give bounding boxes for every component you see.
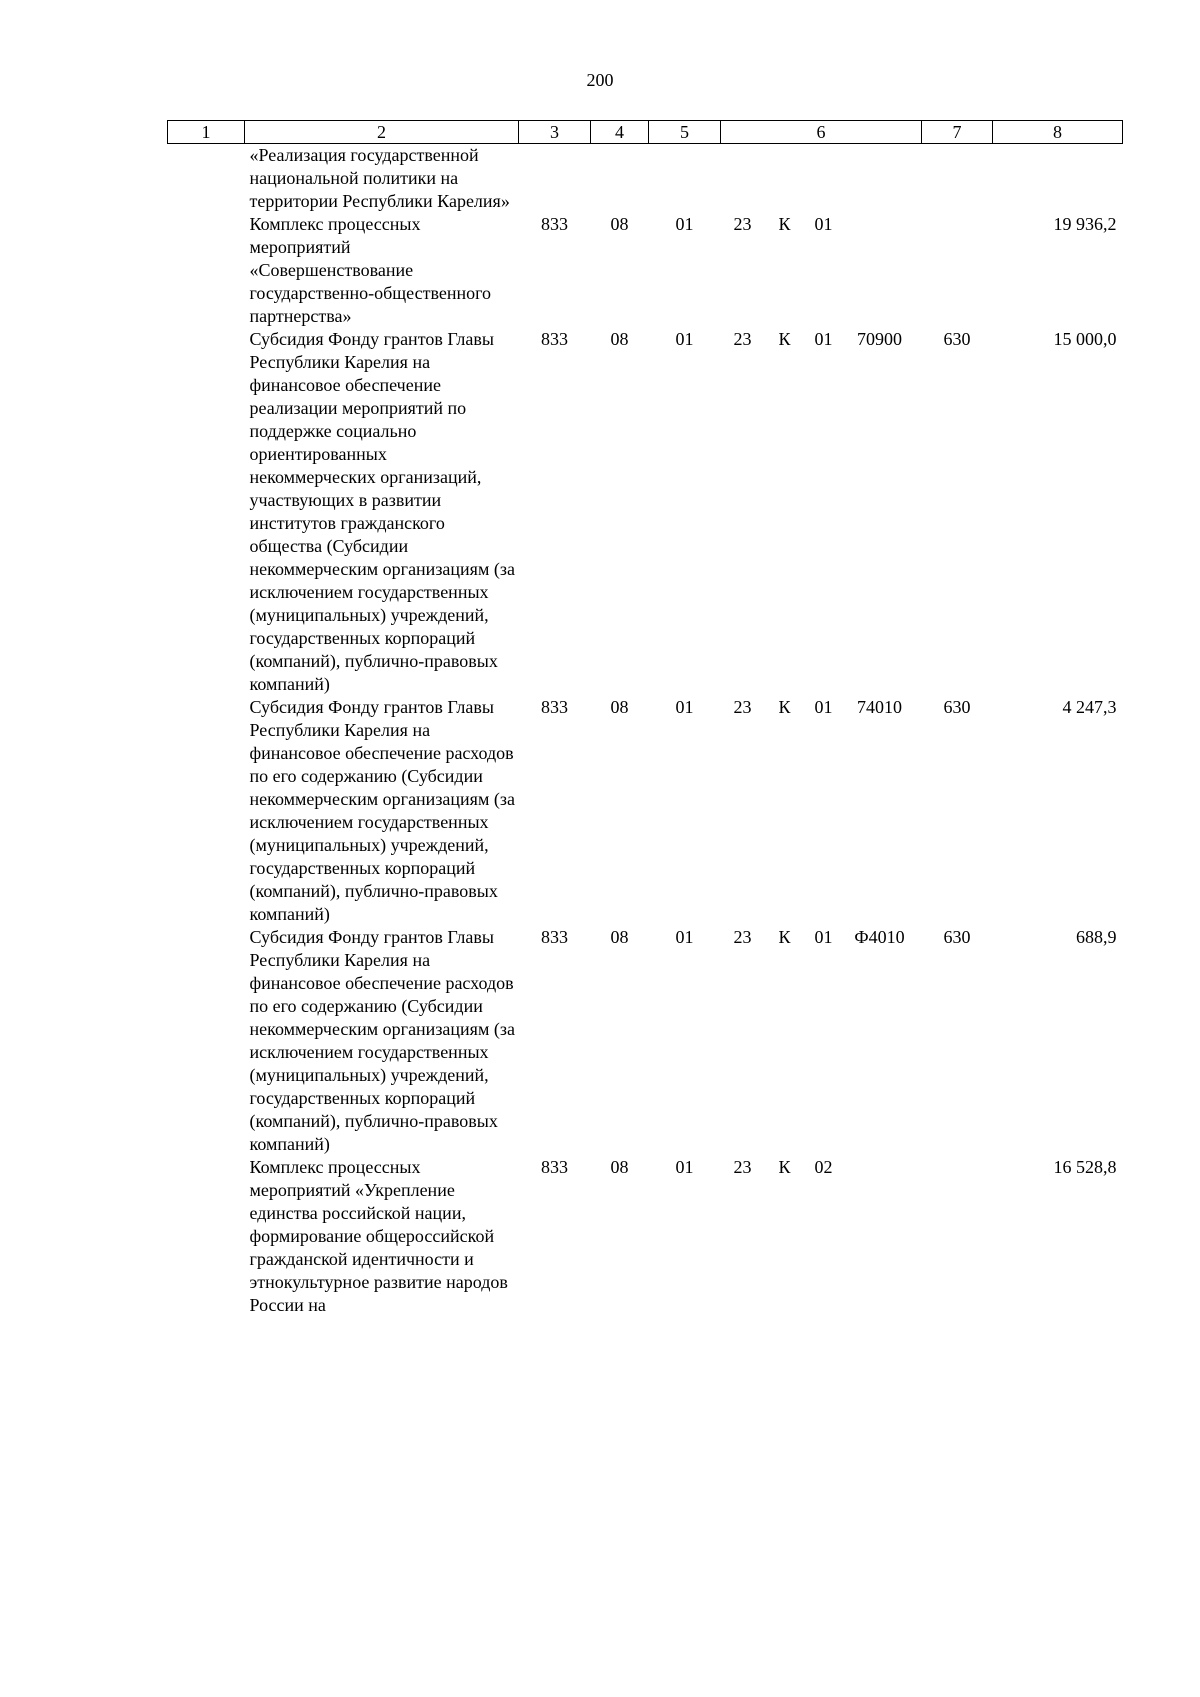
- row-sum: 19 936,2: [1053, 214, 1117, 234]
- row-csr: [721, 328, 922, 696]
- row-podrazdel: [649, 144, 721, 214]
- table-row: [168, 144, 1123, 214]
- row-csr-program: 23: [733, 697, 752, 717]
- row-spacer-cell: [168, 144, 245, 214]
- row-vr: 630: [943, 927, 971, 947]
- row-csr-type: К: [778, 697, 791, 717]
- column-header-2: 2: [245, 121, 519, 144]
- row-csr: [721, 213, 922, 328]
- table-row: [168, 213, 1123, 328]
- row-sum: 16 528,8: [1053, 1157, 1117, 1177]
- row-csr: [721, 926, 922, 1156]
- row-spacer-cell: [168, 696, 245, 926]
- row-vr: 630: [943, 329, 971, 349]
- row-razdel: 08: [610, 697, 629, 717]
- row-csr: [721, 1156, 922, 1317]
- row-razdel: 08: [610, 927, 629, 947]
- row-csr-program: 23: [733, 329, 752, 349]
- row-sum: 688,9: [1076, 927, 1117, 947]
- row-podrazdel: 01: [675, 927, 694, 947]
- row-grbs: 833: [541, 1157, 568, 1177]
- row-csr-direction: 74010: [857, 697, 902, 717]
- row-name: «Реализация государственной национальной политики на территории Республики Карелия»: [249, 145, 510, 211]
- page-number: 200: [586, 70, 614, 90]
- row-name: Субсидия Фонду грантов Главы Республики Карелия на финансовое обеспечение реализации мероприятий по поддержке социально ориентированных некоммерческих организаций, участвующих в развитии институтов гражданского общества (Субсидии некоммерческим организациям (за исключением государственных (муниципальных) учреждений, государственных корпораций (компаний), публично-правовых компаний): [249, 329, 515, 694]
- table-row: [168, 696, 1123, 926]
- column-header-7: 7: [922, 121, 993, 144]
- row-csr-direction: Ф4010: [854, 927, 905, 947]
- row-spacer-cell: [168, 1156, 245, 1317]
- table-body: [168, 144, 1123, 1318]
- header-row: [168, 121, 1123, 144]
- row-csr-complex: 01: [814, 329, 833, 349]
- row-csr-program: 23: [733, 214, 752, 234]
- row-sum: 4 247,3: [1062, 697, 1117, 717]
- row-csr: [721, 144, 922, 214]
- row-csr-direction: [843, 213, 917, 236]
- row-name: Субсидия Фонду грантов Главы Республики Карелия на финансовое обеспечение расходов по его содержанию (Субсидии некоммерческим организациям (за исключением государственных (муниципальных) учреждений, государственных корпораций (компаний), публично-правовых компаний): [249, 697, 515, 924]
- row-grbs: 833: [541, 214, 568, 234]
- row-spacer-cell: [168, 926, 245, 1156]
- row-csr-type: К: [778, 927, 791, 947]
- row-csr-complex: 02: [814, 1157, 833, 1177]
- row-csr-direction: 70900: [857, 329, 902, 349]
- row-name: Субсидия Фонду грантов Главы Республики Карелия на финансовое обеспечение расходов по его содержанию (Субсидии некоммерческим организациям (за исключением государственных (муниципальных) учреждений, государственных корпораций (компаний), публично-правовых компаний): [249, 927, 515, 1154]
- table-header: [168, 121, 1123, 144]
- row-name: Комплекс процессных мероприятий «Совершенствование государственно-общественного партнерства»: [249, 214, 492, 326]
- row-csr-program: 23: [733, 927, 752, 947]
- row-podrazdel: 01: [675, 697, 694, 717]
- row-csr-complex: 01: [814, 214, 833, 234]
- table-row: [168, 1156, 1123, 1317]
- row-grbs: 833: [541, 329, 568, 349]
- column-header-3: 3: [519, 121, 591, 144]
- row-csr: [721, 696, 922, 926]
- budget-table: [167, 120, 1123, 1317]
- row-csr-complex: 01: [814, 927, 833, 947]
- row-grbs: 833: [541, 697, 568, 717]
- row-spacer-cell: [168, 328, 245, 696]
- column-header-4: 4: [591, 121, 649, 144]
- row-grbs: 833: [541, 927, 568, 947]
- column-header-5: 5: [649, 121, 721, 144]
- row-csr-direction: [843, 1156, 917, 1179]
- row-vr: [922, 1156, 993, 1317]
- row-csr-complex: 01: [814, 697, 833, 717]
- row-razdel: 08: [610, 1157, 629, 1177]
- row-razdel: 08: [610, 214, 629, 234]
- column-header-6: 6: [721, 121, 922, 144]
- row-sum: 15 000,0: [1053, 329, 1117, 349]
- table-row: [168, 328, 1123, 696]
- row-vr: 630: [943, 697, 971, 717]
- table-row: [168, 926, 1123, 1156]
- row-podrazdel: 01: [675, 1157, 694, 1177]
- row-name: Комплекс процессных мероприятий «Укрепление единства российской нации, формирование общероссийской гражданской идентичности и этнокультурное развитие народов России на: [249, 1157, 508, 1315]
- row-csr-type: К: [778, 214, 791, 234]
- row-spacer-cell: [168, 213, 245, 328]
- row-grbs: [519, 144, 591, 214]
- column-header-8: 8: [993, 121, 1123, 144]
- column-header-1: 1: [168, 121, 245, 144]
- row-sum: [993, 144, 1123, 214]
- row-vr: [922, 213, 993, 328]
- row-podrazdel: 01: [675, 214, 694, 234]
- row-vr: [922, 144, 993, 214]
- row-podrazdel: 01: [675, 329, 694, 349]
- row-csr-program: 23: [733, 1157, 752, 1177]
- row-razdel: [591, 144, 649, 214]
- row-csr-type: К: [778, 1157, 791, 1177]
- row-csr-type: К: [778, 329, 791, 349]
- row-razdel: 08: [610, 329, 629, 349]
